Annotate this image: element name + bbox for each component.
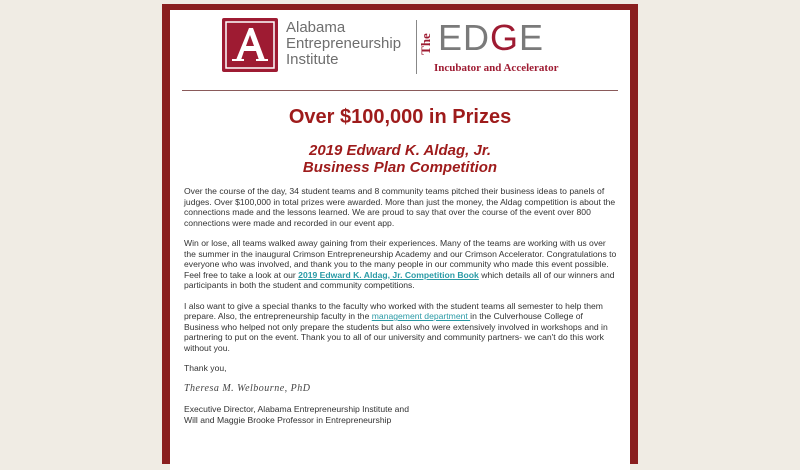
management-department-link[interactable]: management department xyxy=(371,311,471,321)
message-body xyxy=(184,186,618,425)
thanks-line: Thank you, xyxy=(184,363,227,373)
edge-the-text: The xyxy=(418,33,433,55)
edge-subtitle: Incubator and Accelerator xyxy=(434,62,559,74)
signer-title: Executive Director, Alabama Entrepreneurship Institute and Will and Maggie Brooke Professor in Entrepreneurship xyxy=(184,404,409,425)
edge-wordmark: EDGE xyxy=(438,17,545,58)
paragraph-2: Win or lose, all teams walked away gaining from their experiences. Many of the teams are working with us over the summer in the inaugural Crimson Entrepreneurship Academy and our Crimson Accelerator. Congratulations to everyone who was involved, and thank you to the many people in our community who made this event possible. Feel free to take a look at our 2019 Edward K. Aldag, Jr. Competition Book which details all of our winners and participants in both the student and community competitions. xyxy=(184,238,617,290)
competition-book-link[interactable]: 2019 Edward K. Aldag, Jr. Competition Book xyxy=(298,269,479,280)
logo-divider xyxy=(416,20,417,74)
signature: Theresa M. Welbourne, PhD xyxy=(184,382,311,394)
header-logos xyxy=(222,16,582,74)
edge-the-label xyxy=(418,16,434,72)
headline: Over $100,000 in Prizes xyxy=(288,106,512,128)
header-divider xyxy=(182,90,618,91)
aei-wordmark: Alabama Entrepreneurship Institute xyxy=(286,19,402,68)
alabama-a-logo-icon xyxy=(222,18,278,72)
paragraph-3: I also want to give a special thanks to the faculty who worked with the student teams all semester to help them prepare. Also, the entrepreneurship faculty in the management department in the Culverhouse College of Business who helped not only prepare the students but also who were extensively involved in workshops and in partnering to put on the event. Thank you to all of our university and community partners- we can't do this work without you. xyxy=(184,300,608,353)
paragraph-1: Over the course of the day, 34 student teams and 8 community teams pitched their business ideas to panels of judges. Over $100,000 in total prizes were awarded. More than just the money, the Aldag competition is about the connections made and the lessons learned. We are proud to say that over the course of the event over 800 connections were made and recorded in our event app. xyxy=(184,186,616,228)
email-body xyxy=(170,10,630,470)
subheadline: 2019 Edward K. Aldag, Jr. Business Plan Competition xyxy=(302,142,498,176)
